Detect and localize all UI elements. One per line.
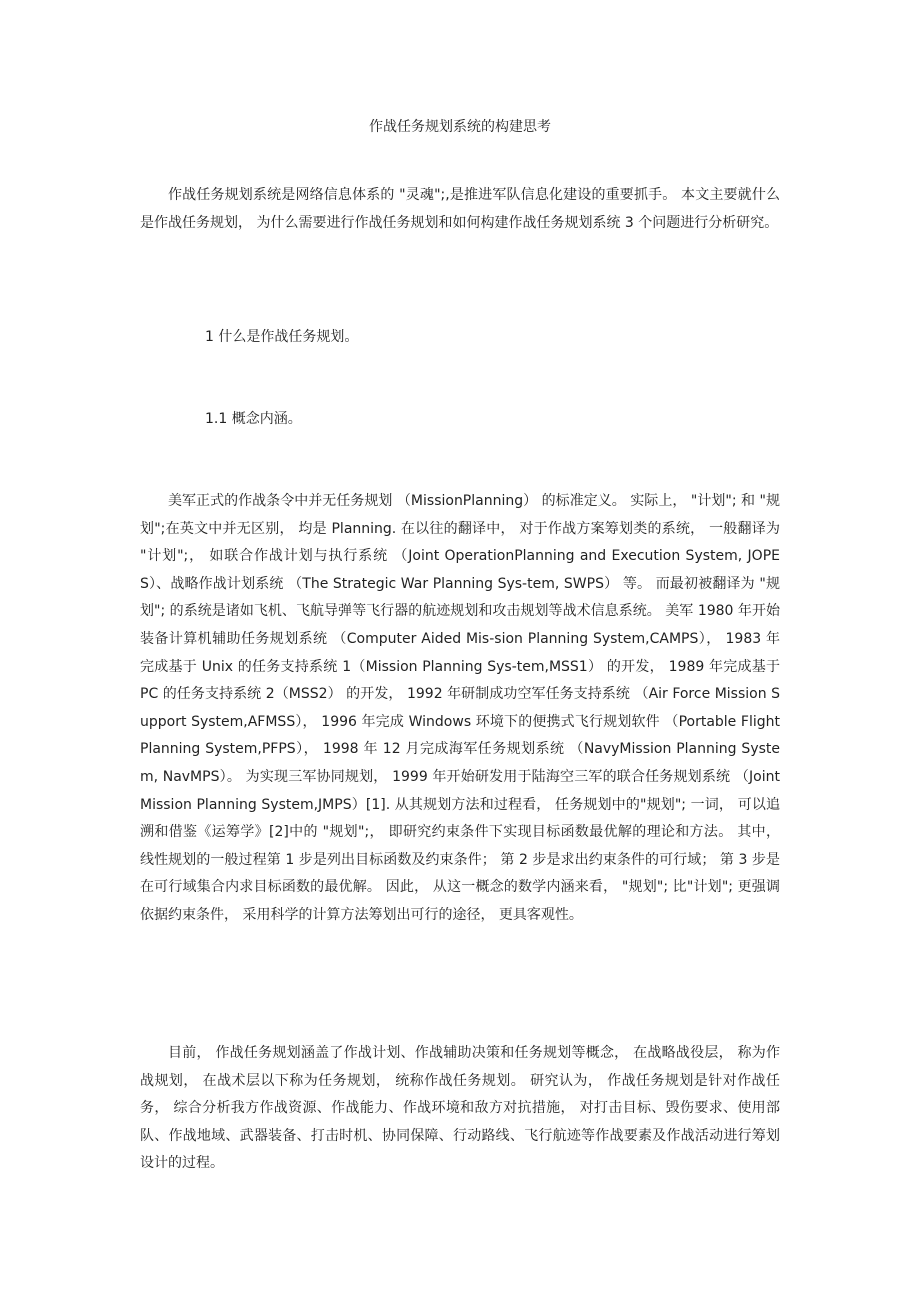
body-paragraph-1: 美军正式的作战条令中并无任务规划 （MissionPlanning） 的标准定义。 实际上， "计划"; 和 "规划";在英文中并无区别， 均是 Planning. 在以往的翻译中， 对于作战方案筹划类的系统， 一般翻译为 "计划";， 如联合作战计划与执行系统 （Joint OperationPlanning and Execution System, JOPES）、战略作战计划系统 （The Strategic War Planning Sys-tem, SWPS） 等。 而最初被翻译为 "规划"; 的系统是诸如飞机、飞航导弹等飞行器的航迹规划和攻击规划等战术信息系统。 美军 1980 年开始装备计算机辅助任务规划系统 （Computer Aided Mis-sion Planning System,CAMPS）， 1983 年完成基于 Unix 的任务支持系统 1（Mission Planning Sys-tem,MSS1） 的开发， 1989 年完成基于 PC 的任务支持系统 2（MSS2） 的开发， 1992 年研制成功空军任务支持系统 （Air Force Mission Support System,AFMSS）， 1996 年完成 Windows 环境下的便携式飞行规划软件 （Portable Flight Planning System,PFPS）， 1998 年 12 月完成海军任务规划系统 （NavyMission Planning System, NavMPS）。 为实现三军协同规划， 1999 年开始研发用于陆海空三军的联合任务规划系统 （Joint Mission Planning System,JMPS）[1]. 从其规划方法和过程看， 任务规划中的"规划"; 一词， 可以追溯和借鉴《运筹学》[2]中的 "规划";， 即研究约束条件下实现目标函数最优解的理论和方法。 其中， 线性规划的一般过程第 1 步是列出目标函数及约束条件； 第 2 步是求出约束条件的可行域； 第 3 步是在可行域集合内求目标函数的最优解。 因此， 从这一概念的数学内涵来看， "规划"; 比"计划"; 更强调依据约束条件， 采用科学的计算方法筹划出可行的途径， 更具客观性。: [140, 493, 780, 923]
abstract-paragraph: 作战任务规划系统是网络信息体系的 "灵魂";,是推进军队信息化建设的重要抓手。 本文主要就什么是作战任务规划， 为什么需要进行作战任务规划和如何构建作战任务规划系统 3 个问题进行分析研究。: [140, 187, 780, 231]
document-title: 作战任务规划系统的构建思考: [369, 119, 551, 135]
section-1-1-heading: 1.1 概念内涵。: [205, 411, 302, 427]
body-paragraph-2: 目前， 作战任务规划涵盖了作战计划、作战辅助决策和任务规划等概念， 在战略战役层， 称为作战规划， 在战术层以下称为任务规划， 统称作战任务规划。 研究认为， 作战任务规划是针对作战任务， 综合分析我方作战资源、作战能力、作战环境和敌方对抗措施， 对打击目标、毁伤要求、使用部队、作战地域、武器装备、打击时机、协同保障、行动路线、飞行航迹等作战要素及作战活动进行筹划设计的过程。: [140, 1045, 780, 1172]
section-1-heading: 1 什么是作战任务规划。: [205, 329, 359, 345]
